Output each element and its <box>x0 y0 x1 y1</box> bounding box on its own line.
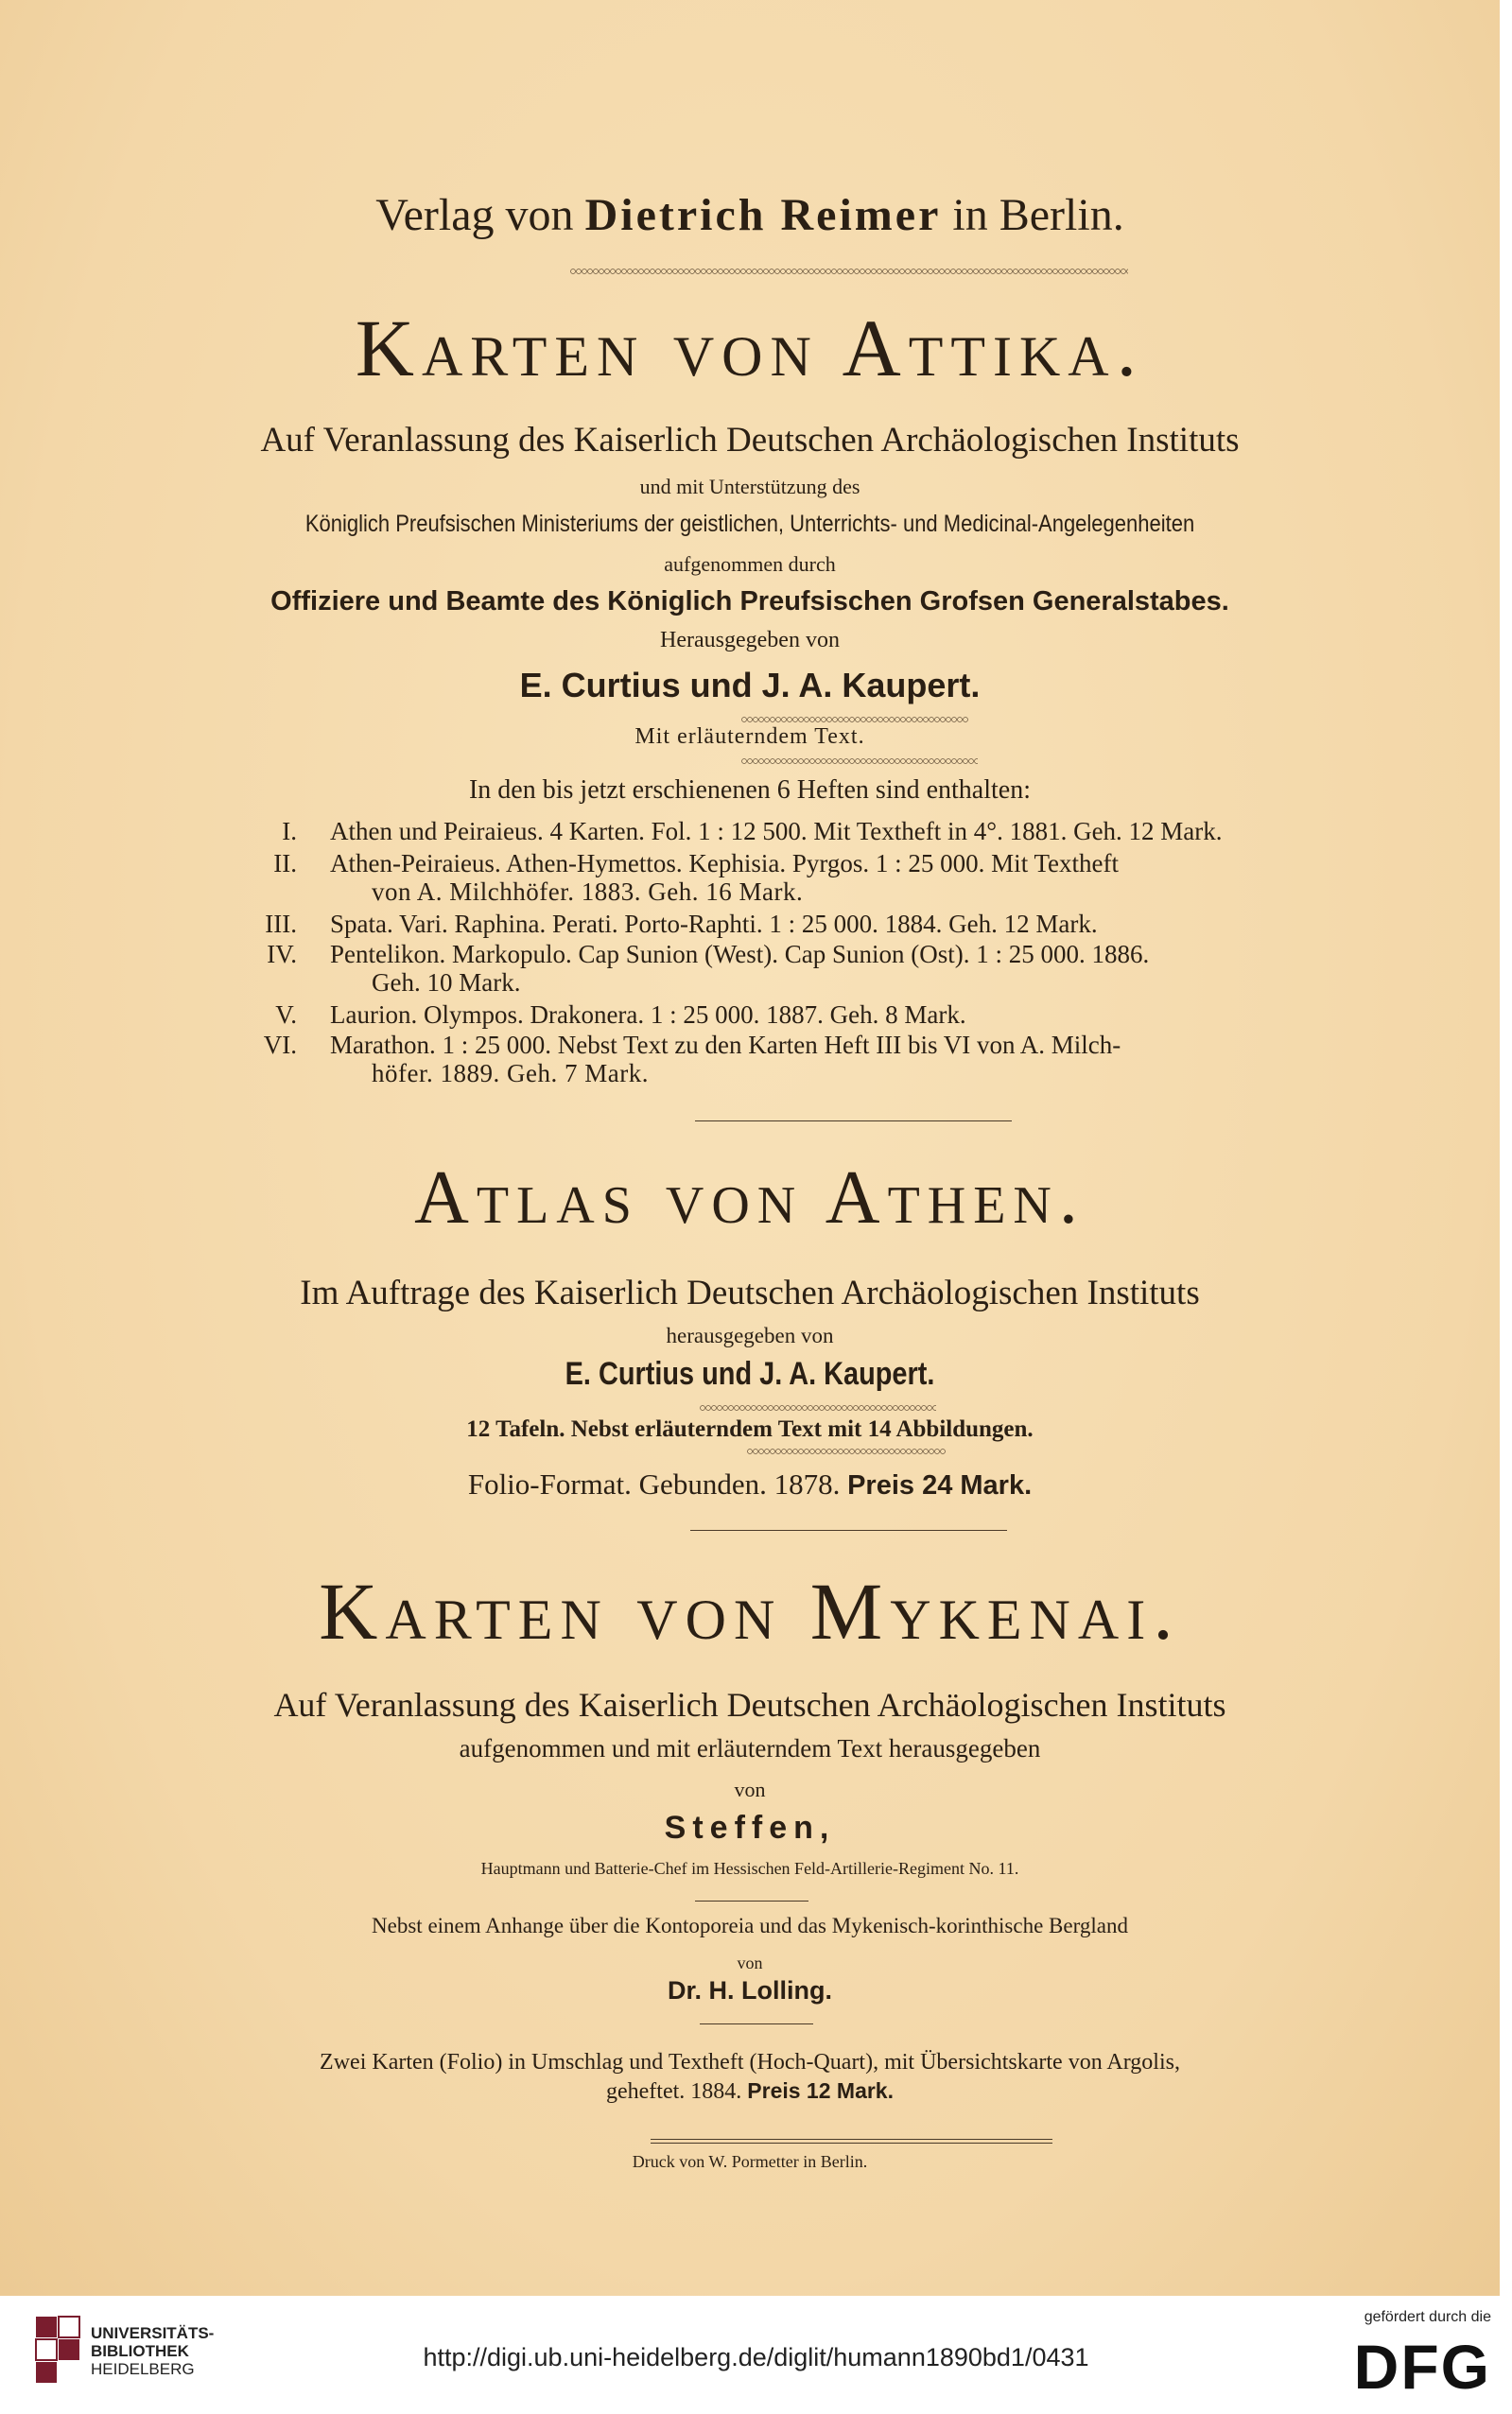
decorative-wavy-rule <box>700 1405 936 1411</box>
attika-edited-by: Herausgegeben von <box>660 628 840 652</box>
mykenai-price: Preis 12 Mark. <box>747 2078 894 2103</box>
item-text: Athen und Peiraieus. 4 Karten. Fol. 1 : 12 500. Mit Textheft in 4°. 1881. Geh. 12 Mark. <box>330 817 1223 845</box>
athen-edited-by: herausgegeben von <box>666 1324 834 1347</box>
mykenai-appendix: Nebst einem Anhange über die Kontoporeia und das Mykenisch-korinthische Bergland <box>372 1914 1128 1937</box>
printer-divider <box>651 2139 1052 2144</box>
short-divider <box>700 2023 813 2024</box>
item-text: Pentelikon. Markopulo. Cap Sunion (West). Cap Sunion (Ost). 1 : 25 000. 1886. <box>330 940 1150 968</box>
library-name-line: HEIDELBERG <box>91 2360 195 2378</box>
mykenai-details: Zwei Karten (Folio) in Umschlag und Textheft (Hoch-Quart), mit Übersichtskarte von Argolis, <box>320 2050 1180 2075</box>
item-text: Athen-Peiraieus. Athen-Hymettos. Kephisia. Pyrgos. 1 : 25 000. Mit Textheft <box>330 849 1120 877</box>
attika-editors: E. Curtius und J. A. Kaupert. <box>519 666 981 704</box>
dfg-logo: DFG <box>1353 2332 1491 2402</box>
decorative-wavy-rule <box>747 1449 946 1454</box>
decorative-wavy-rule <box>741 717 968 722</box>
mykenai-appendix-author: Dr. H. Lolling. <box>668 1976 832 2005</box>
decorative-wavy-rule <box>741 758 978 764</box>
publisher-suffix: in Berlin. <box>941 190 1124 240</box>
athen-commission: Im Auftrage des Kaiserlich Deutschen Archäologischen Instituts <box>300 1274 1200 1312</box>
athen-format: Folio-Format. Gebunden. 1878. <box>467 1468 841 1501</box>
document-url[interactable]: http://digi.ub.uni-heidelberg.de/diglit/humann1890bd1/0431 <box>423 2343 1089 2371</box>
item-number: III. <box>265 910 297 938</box>
item-text-cont: Geh. 10 Mark. <box>372 968 521 997</box>
library-name-line: UNIVERSITÄTS- <box>91 2324 215 2342</box>
printer-line: Druck von W. Pormetter in Berlin. <box>632 2152 868 2171</box>
athen-price: Preis 24 Mark. <box>847 1470 1033 1501</box>
section-divider <box>690 1530 1007 1531</box>
mykenai-details-line2 <box>0 2078 1500 2105</box>
attika-text-note: Mit erläuterndem Text. <box>634 724 865 749</box>
attika-support: und mit Unterstützung des <box>639 475 860 498</box>
mykenai-appendix-von: von <box>737 1954 763 1972</box>
attika-officers: Offiziere und Beamte des Königlich Preufsischen Grofsen Generalstabes. <box>270 586 1229 617</box>
attika-recorded-by: aufgenommen durch <box>664 552 836 576</box>
mykenai-von: von <box>734 1778 766 1801</box>
item-number: V. <box>275 1000 297 1029</box>
attika-ministry: Königlich Preufsischen Ministeriums der geistlichen, Unterrichts- und Medicinal-Angelegenheiten <box>304 511 1195 537</box>
athen-format-line <box>0 1468 1500 1502</box>
short-divider <box>695 1901 808 1902</box>
athen-plates: 12 Tafeln. Nebst erläuterndem Text mit 14 Abbildungen. <box>466 1416 1034 1442</box>
attika-commission: Auf Veranlassung des Kaiserlich Deutschen Archäologischen Instituts <box>260 421 1240 460</box>
mykenai-author-role: Hauptmann und Batterie-Chef im Hessischen Feld-Artillerie-Regiment No. 11. <box>480 1859 1019 1878</box>
item-text: Laurion. Olympos. Drakonera. 1 : 25 000. 1887. Geh. 8 Mark. <box>330 1000 966 1029</box>
item-number: I. <box>282 817 297 845</box>
item-text-cont: von A. Milchhöfer. 1883. Geh. 16 Mark. <box>372 877 804 906</box>
mykenai-author: Steffen, <box>664 1810 836 1846</box>
item-number: II. <box>273 849 297 877</box>
funding-label: gefördert durch die <box>1364 2309 1491 2325</box>
section-divider <box>695 1120 1012 1121</box>
item-text: Spata. Vari. Raphina. Perati. Porto-Raphti. 1 : 25 000. 1884. Geh. 12 Mark. <box>330 910 1098 938</box>
item-number: VI. <box>263 1031 297 1059</box>
mykenai-title: Karten von Mykenai. <box>319 1566 1181 1657</box>
publisher-name: Dietrich Reimer <box>584 190 942 240</box>
item-text: Marathon. 1 : 25 000. Nebst Text zu den Karten Heft III bis VI von A. Milch- <box>330 1031 1121 1059</box>
decorative-wavy-rule <box>570 269 1128 274</box>
publisher-line <box>0 189 1500 241</box>
mykenai-commission: Auf Veranlassung des Kaiserlich Deutschen Archäologischen Instituts <box>273 1686 1226 1724</box>
item-text-cont: höfer. 1889. Geh. 7 Mark. <box>372 1059 649 1087</box>
publisher-prefix: Verlag von <box>375 190 585 240</box>
mykenai-date: geheftet. 1884. <box>605 2079 742 2104</box>
library-name-line: BIBLIOTHEK <box>91 2342 189 2360</box>
attika-title: Karten von Attika. <box>355 303 1145 393</box>
viewer-footer <box>0 2296 1512 2414</box>
item-number: IV. <box>267 940 297 968</box>
athen-title: Atlas von Athen. <box>414 1156 1086 1240</box>
athen-editors: E. Curtius und J. A. Kaupert. <box>565 1356 935 1392</box>
attika-intro: In den bis jetzt erschienenen 6 Heften sind enthalten: <box>468 775 1031 805</box>
mykenai-published: aufgenommen und mit erläuterndem Text herausgegeben <box>459 1734 1041 1763</box>
